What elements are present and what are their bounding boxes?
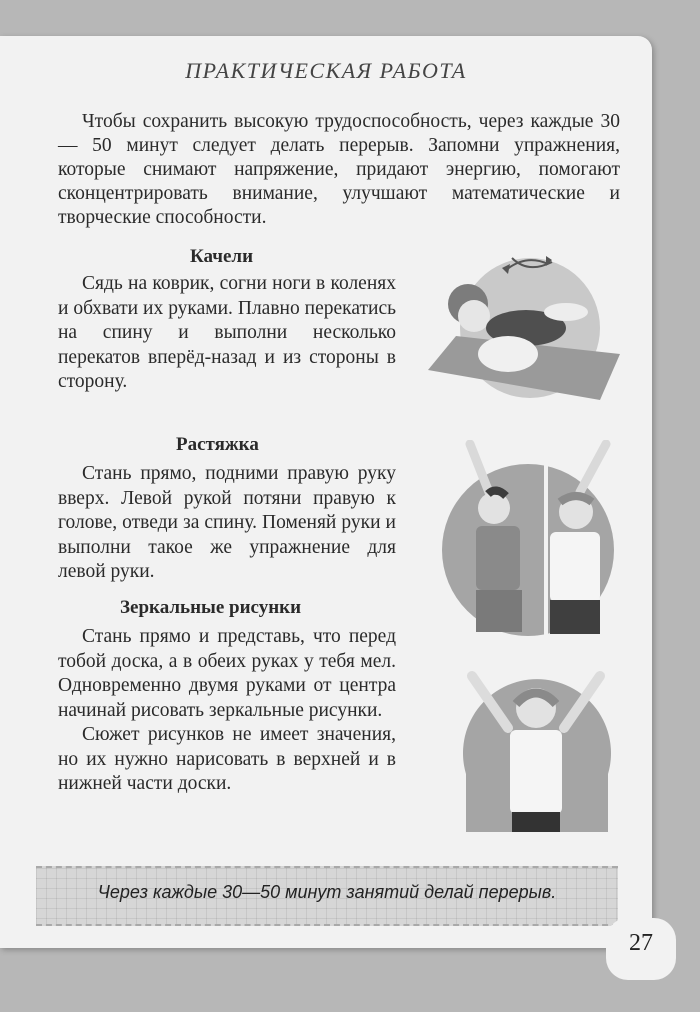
section-title-rastyazhka: Растяжка [176,434,259,455]
section-paragraph: Стань прямо и представь, что перед тобой доска, а в обеих руках у тебя мел. Одновременно двумя руками от центра начинай рисовать зеркальные рисунки. [58,626,396,721]
section-text-rastyazhka [58,462,396,585]
section-paragraph: Сядь на коврик, согни ноги в коленях и обхвати их руками. Плавно перекатись на спину и выполни несколько перекатов вперёд-назад и из стороны в сторону. [58,273,396,392]
section-title-zerkalnye-risunki: Зеркальные рисунки [120,597,302,618]
page-heading: ПРАКТИЧЕСКАЯ РАБОТА [185,58,467,83]
section-text-kacheli [58,272,396,395]
stretch-exercise-illustration [440,440,616,636]
mirror-drawing-exercise-illustration [456,664,616,832]
intro-paragraph: Чтобы сохранить высокую трудоспособность, через каждые 30 — 50 минут следует делать перерыв. Запомни упражнения, которые снимают напряжение, придают энергию, помогают сконцентрировать внимание, улучшают математические и творческие способности. [58,111,620,228]
section-text-zerkalnye-risunki [58,625,396,797]
swing-exercise-illustration [428,250,624,402]
page-number: 27 [629,930,653,956]
footer-reminder: Через каждые 30—50 минут занятий делай перерыв. [97,882,557,902]
section-title-kacheli: Качели [190,246,254,267]
section-paragraph: Стань прямо, подними правую руку вверх. Левой рукой потяни правую к голове, отведи за спину. Поменяй руки и выполни такое же упражнение для левой руки. [58,463,396,582]
section-paragraph: Сюжет рисунков не имеет значения, но их нужно нарисовать в верхней и в нижней части доски. [58,724,396,794]
